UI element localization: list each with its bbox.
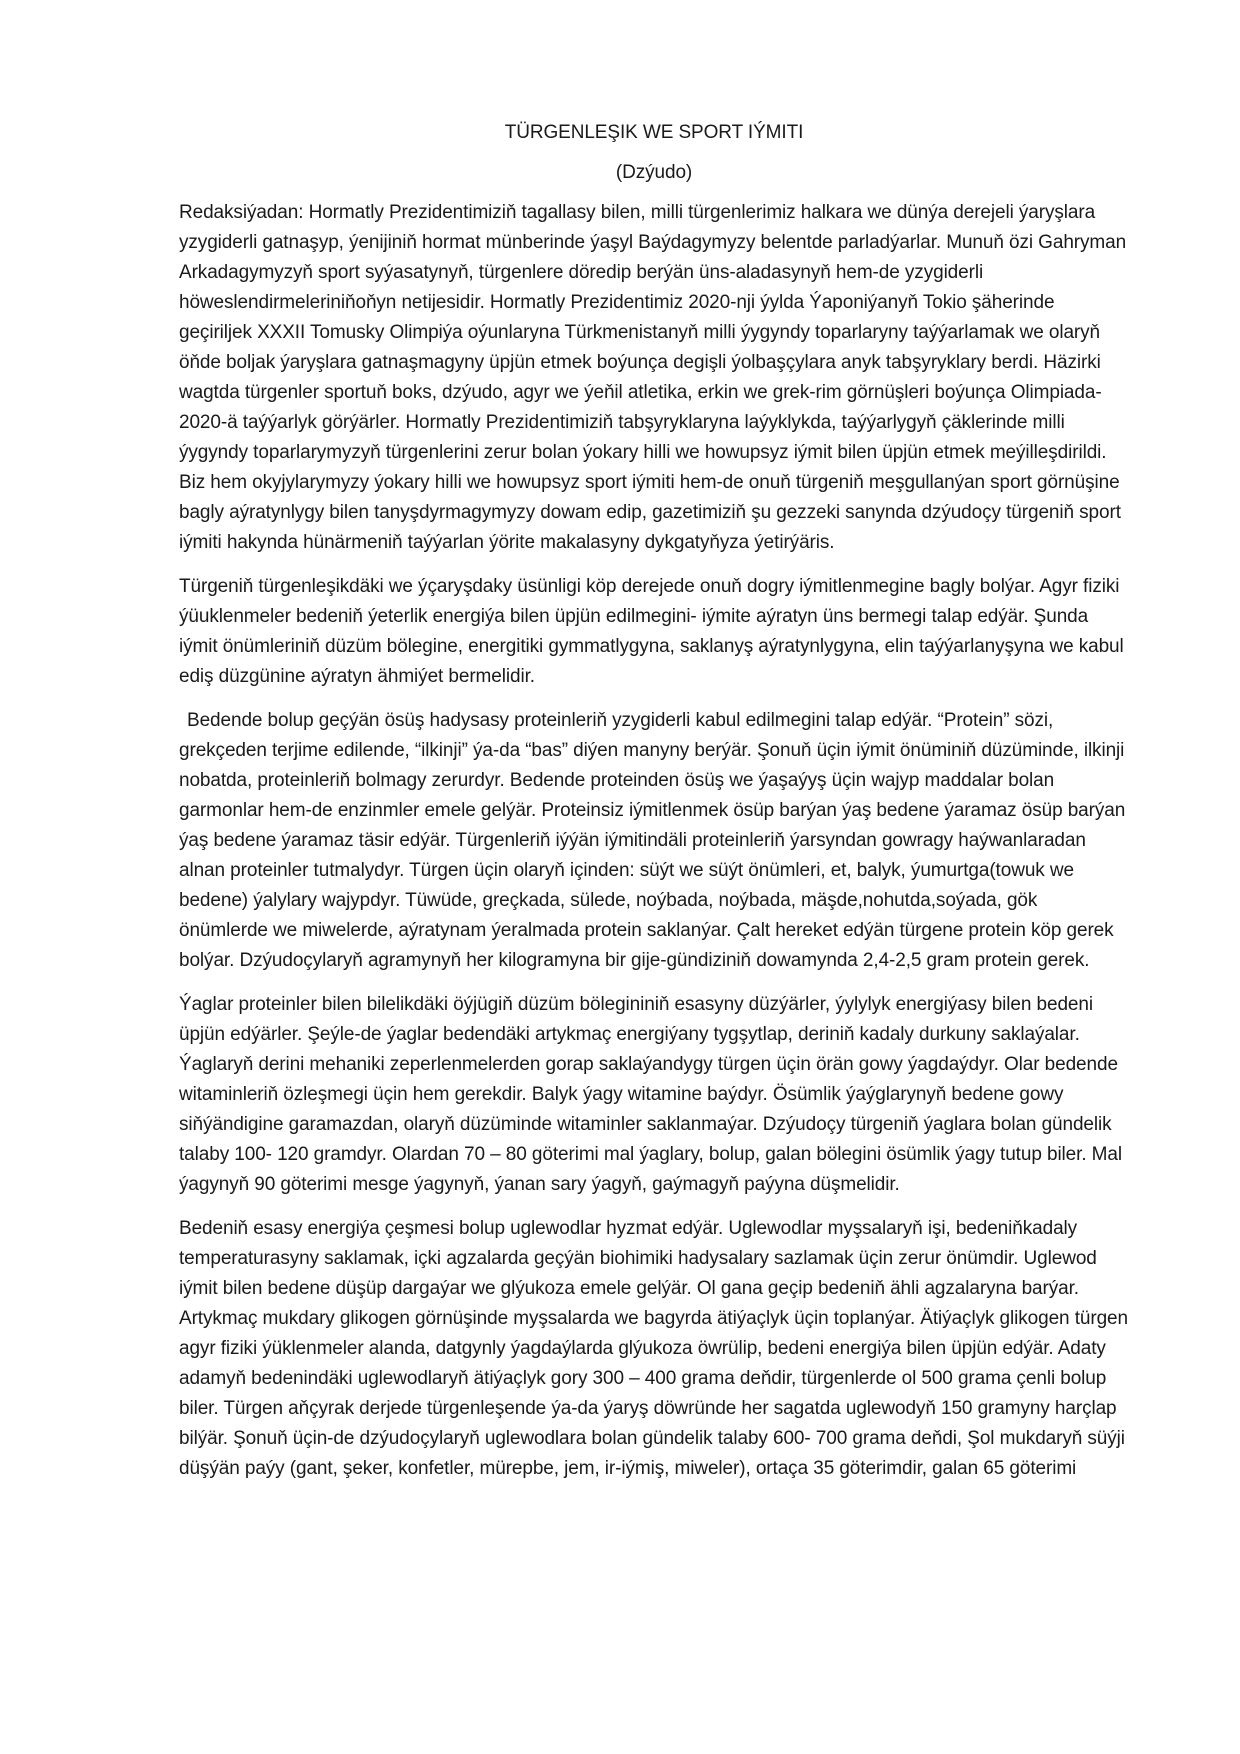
- paragraph-protein: Bedende bolup geçýän ösüş hadysasy proteinleriň yzygiderli kabul edilmegini talap edýär. “Protein” sözi, grekçeden terjime edilende, “ilkinji” ýa-da “bas” diýen manyny berýär. Şonuň üçin iýmit önüminiň düzüminde, ilkinji nobatda, proteinleriň bolmagy zerurdyr. Bedende proteinden ösüş we ýaşaýyş üçin wajyp maddalar bolan garmonlar hem-de enzinmler emele gelýär. Proteinsiz iýmitlenmek ösüp barýan ýaş bedene ýaramaz ösüp barýan ýaş bedene ýaramaz täsir edýär. Türgenleriň iýýän iýmitindäli proteinleriň ýarsyndan gowragy haýwanlaradan alnan proteinler tutmalydyr. Türgen üçin olaryň içinden: süýt we süýt önümleri, et, balyk, ýumurtga(towuk we bedene) ýalylary wajypdyr. Tüwüde, greçkada, sülede, noýbada, noýbada, mäşde,nohutda,soýada, gök önümlerde we miwelerde, aýratynam ýeralmada protein saklanýar. Çalt hereket edýän türgene protein köp gerek bolýar. Dzýudoçylaryň agramynyň her kilogramyna bir gije-gündiziniň dowamynda 2,4-2,5 gram protein gerek.: [179, 710, 1126, 971]
- article-title: TÜRGENLEŞIK WE SPORT IÝMITI: [504, 122, 804, 143]
- article: [179, 118, 1129, 1498]
- paragraph-fats: Ýaglar proteinler bilen bilelikdäki öýjügiň düzüm bölegininiň esasyny düzýärler, ýylylyk energiýasy bilen bedeni üpjün edýärler. Şeýle-de ýaglar bedendäki artykmaç energiýany tygşytlap, deriniň kadaly durkuny saklaýalar. Ýaglaryň derini mehaniki zeperlenmelerden gorap saklaýandygy türgen üçin örän gowy ýagdaýdyr. Olar bedende witaminleriň özleşmegi üçin hem gerekdir. Balyk ýagy witamine baýdyr. Ösümlik ýaýglarynyň bedene gowy siňýändigine garamazdan, olaryň düzüminde witaminler saklanmaýar. Dzýudoçy türgeniň ýaglara bolan gündelik talaby 100- 120 gramdyr. Olardan 70 – 80 göterimi mal ýaglary, bolup, galan bölegini ösümlik ýagy tutup biler. Mal ýagynyň 90 göterimi mesge ýagynyň, ýanan sary ýagyň, gaýmagyň paýyna düşmelidir.: [179, 994, 1122, 1195]
- paragraph-editorial: Redaksiýadan: Hormatly Prezidentimiziň tagallasy bilen, milli türgenlerimiz halkara we dünýa derejeli ýaryşlara yzygiderli gatnaşyp, ýenijiniň hormat münberinde ýaşyl Baýdagymyzy belentde parladýarlar. Munuň özi Gahryman Arkadagymyzyň sport syýasatynyň, türgenlere döredip berýän üns-aladasynyň hem-de yzygiderli höweslendirmeleriniňoňyn netijesidir. Hormatly Prezidentimiz 2020-nji ýylda Ýaponiýanyň Tokio şäherinde geçiriljek XXXII Tomusky Olimpiýa oýunlaryna Türkmenistanyň milli ýygyndy toparlaryny taýýarlamak we olaryň öňde boljak ýaryşlara gatnaşmagyny üpjün etmek boýunça degişli ýolbaşçylara anyk tabşyryklary berdi. Häzirki wagtda türgenler sportuň boks, dzýudo, agyr we ýeňil atletika, erkin we grek-rim görnüşleri boýunça Olimpiada- 2020-ä taýýarlyk görýärler. Hormatly Prezidentimiziň tabşyryklaryna laýyklykda, taýýarlygyň çäklerinde milli ýygyndy toparlarymyzyň türgenlerini zerur bolan ýokary hilli we howupsyz iýmit bilen üpjün etmek meýilleşdirildi. Biz hem okyjylarymyzy ýokary hilli we howupsyz sport iýmiti hem-de onuň türgeniň meşgullanýan sport görnüşine bagly aýratynlygy bilen tanyşdyrmagymyzy dowam edip, gazetimiziň şu gezzeki sanynda dzýudoçy türgeniň sport iýmiti hakynda hünärmeniň taýýarlan ýörite makalasyny dykgatyňyza ýetirýäris.: [179, 202, 1127, 553]
- article-subtitle: (Dzýudo): [615, 162, 693, 183]
- paragraph-nutrition-intro: Türgeniň türgenleşikdäki we ýçaryşdaky üsünligi köp derejede onuň dogry iýmitlenmegine bagly bolýar. Agyr fiziki ýüuklenmeler bedeniň ýeterlik energiýa bilen üpjün edilmegini- iýmite aýratyn üns bermegi talap edýär. Şunda iýmit önümleriniň düzüm bölegine, energitiki gymmatlygyna, saklanyş aýratynlygyna, elin taýýarlanyşyna we kabul ediş düzgünine aýratyn ähmiýet bermelidir.: [179, 576, 1124, 687]
- paragraph-carbohydrates: Bedeniň esasy energiýa çeşmesi bolup uglewodlar hyzmat edýär. Uglewodlar myşsalaryň işi, bedeniňkadaly temperaturasyny saklamak, içki agzalarda geçýän biohimiki hadysalary sazlamak üçin zerur önümdir. Uglewod iýmit bilen bedene düşüp dargaýar we glýukoza emele gelýär. Ol gana geçip bedeniň ähli agzalaryna barýar. Artykmaç mukdary glikogen görnüşinde myşsalarda we bagyrda ätiýaçlyk üçin toplanýar. Ätiýaçlyk glikogen türgen agyr fiziki ýüklenmeler alanda, datgynly ýagdaýlarda glýukoza öwrülip, bedeni energiýa bilen üpjün edýär. Adaty adamyň bedenindäki uglewodlaryň ätiýaçlyk gory 300 – 400 grama deňdir, türgenlerde ol 500 grama çenli bolup biler. Türgen aňçyrak derjede türgenleşende ýa-da ýaryş döwründe her sagatda uglewodyň 150 gramyny harçlap bilýär. Şonuň üçin-de dzýudoçylaryň uglewodlara bolan gündelik talaby 600- 700 grama deňdi, Şol mukdaryň süýji düşýän paýy (gant, şeker, konfetler, mürepbe, jem, ir-iýmiş, miweler), ortaça 35 göterimdir, galan 65 göterimi: [179, 1218, 1128, 1479]
